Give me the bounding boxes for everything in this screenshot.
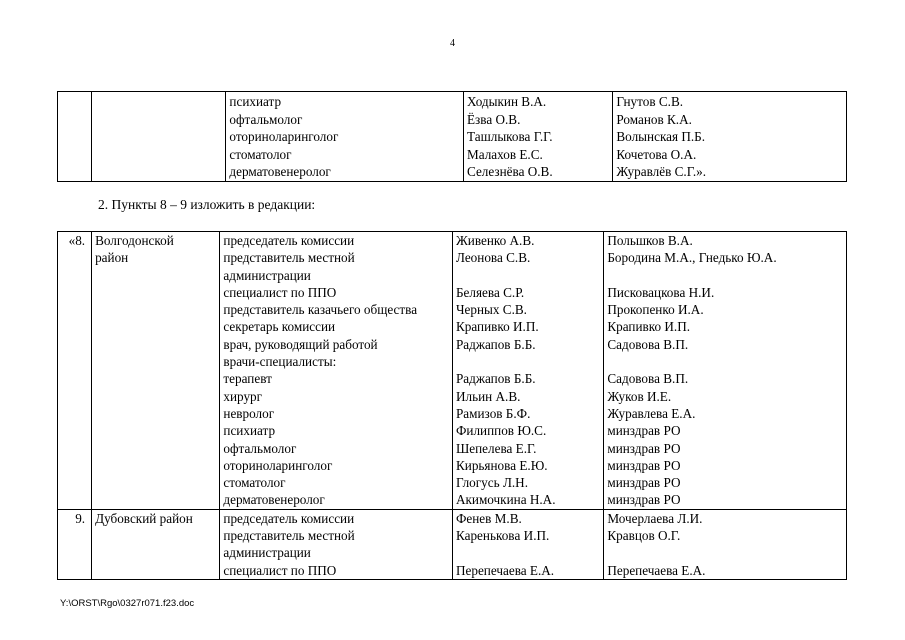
reserve-text: Гнутов С.В. (616, 94, 684, 109)
reserve-text (604, 353, 846, 370)
role-text: врачи-специалисты: (223, 354, 337, 370)
role-text: стоматолог (229, 146, 292, 162)
role-text: председатель комиссии (223, 510, 355, 526)
district-text: район (95, 250, 129, 266)
table-continuation (57, 91, 847, 182)
footer-file-path: Y:\ORST\Rgo\0327r071.f23.doc (60, 598, 195, 609)
member-text (453, 353, 603, 370)
role-text: оториноларинголог (229, 129, 339, 144)
member-text: Фенев М.В. (455, 510, 522, 526)
role-text: врач, руководящий работой (223, 336, 378, 352)
reserves-cell (604, 509, 847, 579)
number-cell (58, 92, 92, 182)
district-cell (92, 509, 220, 579)
reserve-text: Журавлева Е.А. (607, 405, 696, 421)
member-text: Ильин А.В. (455, 388, 521, 404)
roles-cell (220, 232, 453, 510)
member-text (453, 267, 603, 284)
reserve-text: Волынская П.Б. (616, 129, 706, 144)
role-text: специалист по ППО (223, 562, 337, 578)
row-number: 9. (75, 510, 86, 526)
roles-cell (220, 509, 453, 579)
reserves-cell (604, 232, 847, 510)
roles-cell (226, 92, 464, 182)
district-text: Дубовский район (95, 510, 193, 526)
reserve-text: Польшков В.А. (607, 233, 693, 248)
role-text: председатель комиссии (223, 233, 355, 248)
reserve-text: Крапивко И.П. (607, 319, 691, 335)
role-text: администрации (223, 267, 311, 283)
member-text: Шепелева Е.Г. (455, 440, 537, 456)
role-text: офтальмолог (223, 440, 297, 456)
member-text: Раджапов Б.Б. (455, 371, 536, 387)
role-text: секретарь комиссии (223, 319, 336, 335)
member-text: Крапивко И.П. (455, 319, 539, 335)
member-text: Ташлыкова Г.Г. (467, 129, 553, 144)
reserve-text: минздрав РО (607, 423, 681, 439)
reserve-text: минздрав РО (607, 440, 681, 456)
role-text: дерматовенеролог (223, 492, 325, 508)
member-text: Черных С.В. (455, 302, 527, 318)
number-cell (58, 509, 92, 579)
reserve-text: Садовова В.П. (607, 336, 689, 352)
member-text: Акимочкина Н.А. (455, 492, 556, 508)
reserve-text: Садовова В.П. (607, 371, 689, 387)
role-text: психиатр (229, 94, 282, 109)
role-text: представитель казачьего общества (223, 302, 418, 318)
role-text: стоматолог (223, 475, 286, 491)
row-number: «8. (68, 233, 86, 248)
table-commission (57, 231, 847, 580)
member-text: Глогусь Л.Н. (455, 475, 529, 491)
reserve-text: минздрав РО (607, 492, 681, 508)
table-row (58, 92, 847, 182)
member-text: Селезнёва О.В. (467, 164, 553, 179)
reserve-text: Бородина М.А., Гнедько Ю.А. (607, 250, 777, 266)
reserve-text: Мочерлаева Л.И. (607, 510, 703, 526)
member-text: Беляева С.Р. (455, 284, 525, 300)
member-text: Перепечаева Е.А. (455, 562, 555, 578)
member-text: Живенко А.В. (455, 233, 535, 248)
role-text: администрации (223, 545, 311, 561)
members-cell (452, 232, 603, 510)
member-text: Филиппов Ю.С. (455, 423, 547, 439)
district-cell (92, 92, 226, 182)
reserve-text: Кочетова О.А. (616, 146, 697, 162)
reserve-text (604, 267, 846, 284)
role-text: представитель местной (223, 250, 355, 266)
reserve-text: Прокопенко И.А. (607, 302, 704, 318)
member-text: Леонова С.В. (455, 250, 531, 266)
page-number: 4 (450, 38, 455, 49)
reserve-text: Жуков И.Е. (607, 388, 672, 404)
table-row (58, 232, 847, 510)
members-cell (464, 92, 613, 182)
member-text: Ходыкин В.А. (467, 94, 547, 109)
member-text: Рамизов Б.Ф. (455, 405, 531, 421)
member-text (453, 544, 603, 561)
district-cell (92, 232, 220, 510)
number-cell (58, 232, 92, 510)
member-text: Кареньковa И.П. (455, 528, 550, 544)
role-text: оториноларинголог (223, 457, 333, 473)
reserve-text: Писковацкова Н.И. (607, 284, 715, 300)
reserve-text: Кравцов О.Г. (607, 528, 681, 544)
role-text: невролог (223, 405, 275, 421)
role-text: офтальмолог (229, 111, 303, 127)
reserve-text: минздрав РО (607, 457, 681, 473)
reserves-cell (613, 92, 847, 182)
reserve-text (604, 544, 846, 561)
role-text: специалист по ППО (223, 284, 337, 300)
role-text: хирург (223, 388, 263, 404)
reserve-text: Перепечаева Е.А. (607, 562, 706, 578)
member-text: Малахов Е.С. (467, 146, 543, 162)
member-text: Кирьянова Е.Ю. (455, 457, 548, 473)
amendment-instruction: 2. Пункты 8 – 9 изложить в редакции: (98, 197, 316, 212)
role-text: психиатр (223, 423, 276, 439)
reserve-text: минздрав РО (607, 475, 681, 491)
table-row (58, 509, 847, 579)
district-text: Волгодонской (95, 233, 174, 248)
members-cell (452, 509, 603, 579)
role-text: представитель местной (223, 528, 355, 544)
reserve-text: Журавлёв С.Г.». (616, 164, 707, 179)
member-text: Ёзва О.В. (467, 111, 521, 127)
role-text: дерматовенеролог (229, 164, 331, 179)
member-text: Раджапов Б.Б. (455, 336, 536, 352)
reserve-text: Романов К.А. (616, 111, 692, 127)
role-text: терапевт (223, 371, 272, 387)
